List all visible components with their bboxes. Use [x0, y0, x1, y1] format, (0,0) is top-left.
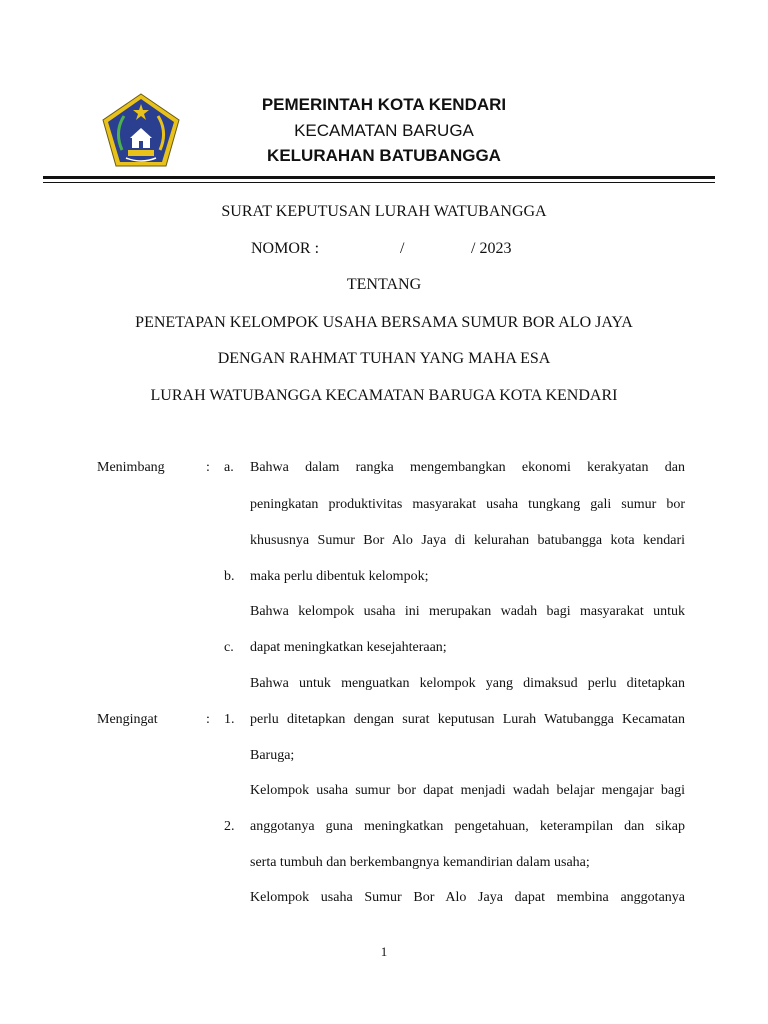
body-line: Bahwa kelompok usaha ini merupakan wadah bagi masyarakat untuk — [250, 604, 685, 619]
item-marker-c: c. — [224, 640, 234, 655]
letterhead-district: KECAMATAN BARUGA — [294, 121, 474, 140]
item-marker-2: 2. — [224, 819, 235, 834]
item-marker-a: a. — [224, 460, 234, 475]
body-line: perlu ditetapkan dengan surat keputusan Lurah Watubangga Kecamatan — [250, 712, 685, 727]
page-number: 1 — [380, 944, 388, 959]
decree-subject: PENETAPAN KELOMPOK USAHA BERSAMA SUMUR BOR ALO JAYA — [135, 314, 633, 331]
body-line: Kelompok usaha Sumur Bor Alo Jaya dapat membina anggotanya — [250, 890, 685, 905]
menimbang-colon: : — [206, 460, 210, 475]
body-line: Bahwa dalam rangka mengembangkan ekonomi kerakyatan dan — [250, 460, 685, 475]
item-marker-b: b. — [224, 569, 235, 584]
item-marker-1: 1. — [224, 712, 235, 727]
body-line: anggotanya guna meningkatkan pengetahuan, keterampilan dan sikap — [250, 819, 685, 834]
decree-title: SURAT KEPUTUSAN LURAH WATUBANGGA — [221, 203, 547, 220]
body-line: peningkatan produktivitas masyarakat usaha tungkang gali sumur bor — [250, 497, 685, 512]
mengingat-colon: : — [206, 712, 210, 727]
letterhead-village: KELURAHAN BATUBANGGA — [267, 146, 501, 165]
decree-number-year: / 2023 — [471, 240, 512, 257]
decree-invocation: DENGAN RAHMAT TUHAN YANG MAHA ESA — [217, 350, 551, 367]
letterhead-divider-thick — [43, 176, 715, 179]
decree-number-label: NOMOR : — [251, 240, 320, 257]
letterhead-divider-thin — [43, 182, 715, 183]
body-line: maka perlu dibentuk kelompok; — [250, 569, 429, 584]
body-line: Kelompok usaha sumur bor dapat menjadi wadah belajar mengajar bagi — [250, 783, 685, 798]
body-line: Baruga; — [250, 748, 295, 763]
body-line: dapat meningkatkan kesejahteraan; — [250, 640, 447, 655]
menimbang-label: Menimbang — [97, 460, 165, 475]
letterhead-government: PEMERINTAH KOTA KENDARI — [261, 95, 507, 114]
decree-issuer: LURAH WATUBANGGA KECAMATAN BARUGA KOTA KENDARI — [150, 387, 618, 404]
decree-about-heading: TENTANG — [346, 276, 422, 293]
decree-number-separator: / — [400, 240, 405, 257]
body-line: Bahwa untuk menguatkan kelompok yang dimaksud perlu ditetapkan — [250, 676, 685, 691]
body-line: khususnya Sumur Bor Alo Jaya di kelurahan batubangga kota kendari — [250, 533, 685, 548]
body-line: serta tumbuh dan berkembangnya kemandirian dalam usaha; — [250, 855, 590, 870]
mengingat-label: Mengingat — [97, 712, 158, 727]
city-emblem-logo — [100, 92, 182, 170]
